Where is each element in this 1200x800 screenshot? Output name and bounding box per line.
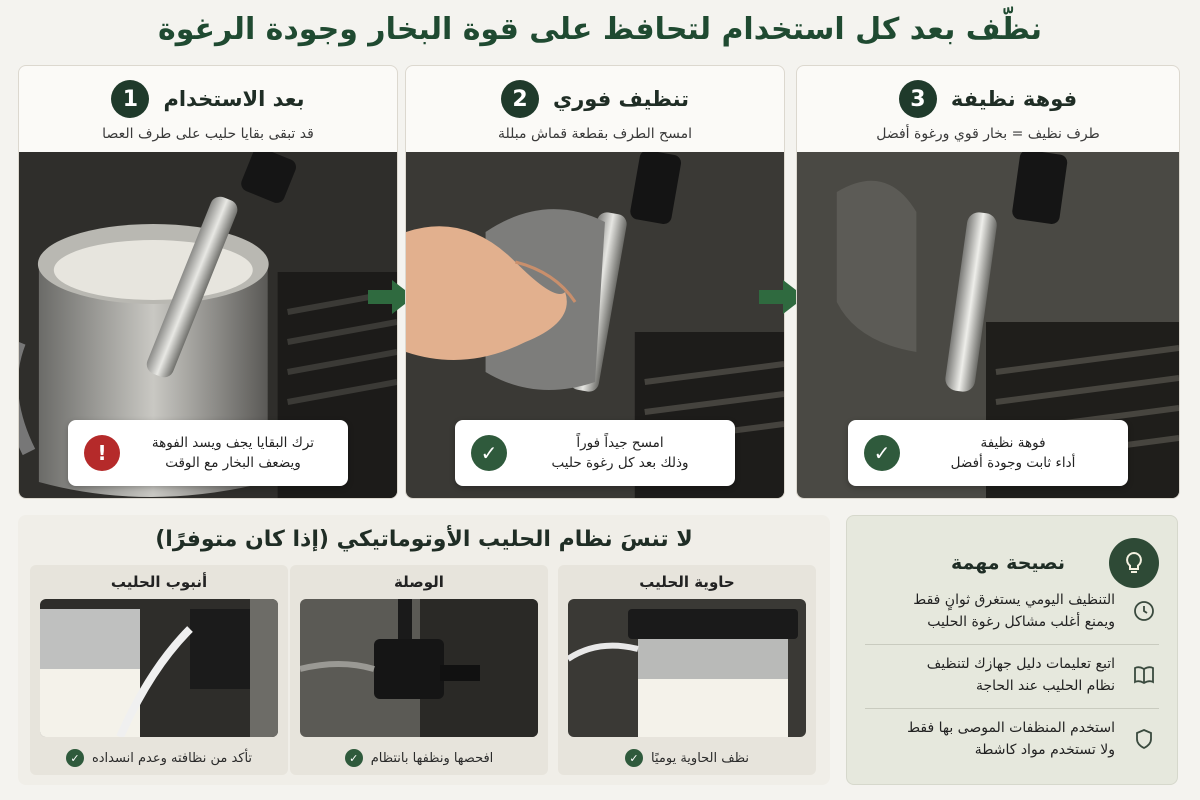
shield-icon (1129, 724, 1159, 754)
important-tip-panel (846, 515, 1178, 785)
step-3-title: فوهة نظيفة (950, 87, 1078, 111)
step-2-photo-wiping (406, 152, 784, 499)
tip-item-1-line2: ويمنع أغلب مشاكل رغوة الحليب (927, 614, 1115, 630)
step-1-callout (68, 420, 348, 486)
step-3-subtitle: طرف نظيف = بخار قوي ورغوة أفضل (876, 126, 1100, 142)
divider (865, 644, 1159, 645)
clock-icon (1129, 596, 1159, 626)
step-card-3 (796, 65, 1180, 499)
tip-item-3-line1: استخدم المنظفات الموصى بها فقط (907, 720, 1115, 736)
check-icon: ✓ (471, 435, 507, 471)
tip-item-2-line1: اتبع تعليمات دليل جهازك لتنظيف (926, 656, 1115, 672)
page-title: نظّف بعد كل استخدام لتحافظ على قوة البخار وجودة الرغوة (158, 12, 1042, 47)
step-3-callout (848, 420, 1128, 486)
milk-tube-image (40, 599, 278, 737)
card-milk-container-label: حاوية الحليب (639, 573, 735, 591)
step-1-callout-line2: ويضعف البخار مع الوقت (165, 455, 301, 471)
step-3-callout-line1: فوهة نظيفة (980, 435, 1046, 451)
tip-item-3-line2: ولا تستخدم مواد كاشطة (974, 742, 1115, 758)
card-connector (290, 565, 548, 775)
auto-milk-system-panel (18, 515, 830, 785)
card-milk-tube (30, 565, 288, 775)
warning-icon: ! (84, 435, 120, 471)
step-2-callout (455, 420, 735, 486)
step-2-callout-line2: وذلك بعد كل رغوة حليب (551, 455, 689, 471)
step-1-callout-line1: ترك البقايا يجف ويسد الفوهة (151, 435, 315, 451)
step-1-subtitle: قد تبقى بقايا حليب على طرف العصا (102, 126, 314, 142)
step-3-callout-line2: أداء ثابت وجودة أفضل (950, 455, 1076, 471)
step-3-number: 3 (899, 80, 937, 118)
book-icon (1129, 660, 1159, 690)
check-icon: ✓ (864, 435, 900, 471)
tip-item-manual (865, 648, 1159, 702)
tip-item-1-line1: التنظيف اليومي يستغرق ثوانٍ فقط (913, 592, 1115, 608)
step-1-photo-milk-pitcher (19, 152, 397, 499)
step-card-1 (18, 65, 398, 499)
check-icon: ✓ (625, 749, 643, 767)
check-icon: ✓ (345, 749, 363, 767)
auto-system-title: لا تنسَ نظام الحليب الأوتوماتيكي (إذا كان متوفرًا) (155, 527, 693, 552)
card-milk-container (558, 565, 816, 775)
tip-item-2-line2: نظام الحليب عند الحاجة (975, 678, 1115, 694)
step-2-title: تنظيف فوري (552, 87, 690, 111)
milk-container-image (568, 599, 806, 737)
card-milk-tube-note: تأكد من نظافته وعدم انسداده (91, 750, 253, 766)
tip-title: نصيحة مهمة (950, 552, 1065, 574)
step-2-number: 2 (501, 80, 539, 118)
step-2-callout-line1: امسح جيداً فوراً (576, 435, 664, 451)
step-1-number: 1 (111, 80, 149, 118)
step-card-2 (405, 65, 785, 499)
lightbulb-icon (1109, 538, 1159, 588)
card-connector-label: الوصلة (394, 573, 444, 591)
card-milk-tube-label: أنبوب الحليب (110, 573, 208, 591)
step-1-title: بعد الاستخدام (163, 87, 305, 111)
tip-item-daily (865, 584, 1159, 638)
step-3-photo-clean-wand (797, 152, 1179, 499)
card-connector-note: افحصها ونظفها بانتظام (370, 750, 494, 766)
connector-image (300, 599, 538, 737)
card-milk-container-note: نظف الحاوية يوميًا (651, 750, 749, 766)
divider (865, 708, 1159, 709)
check-icon: ✓ (66, 749, 84, 767)
tip-item-detergents (865, 712, 1159, 766)
step-2-subtitle: امسح الطرف بقطعة قماش مبللة (498, 126, 692, 142)
